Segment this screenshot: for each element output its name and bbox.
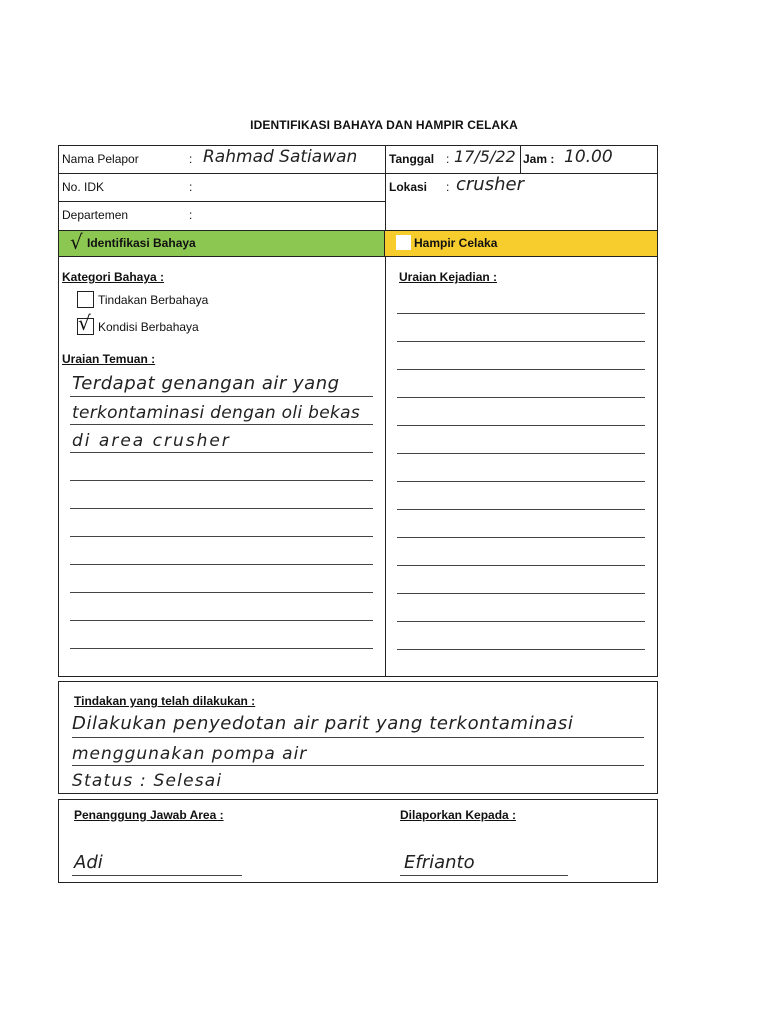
- tindakan-text-line[interactable]: Status : Selesai: [72, 771, 223, 791]
- tindakan-line: [72, 765, 644, 766]
- kejadian-line: [397, 453, 645, 454]
- departemen-label: Departemen: [62, 208, 129, 222]
- hampir-checkbox[interactable]: [396, 235, 411, 250]
- temuan-line: [70, 452, 373, 453]
- no-idk-colon: :: [189, 180, 193, 194]
- temuan-line: [70, 648, 373, 649]
- jam-divider: [520, 145, 521, 173]
- temuan-line: [70, 396, 373, 397]
- jam-label: Jam :: [523, 152, 555, 166]
- tindakan-text-line[interactable]: Dilakukan penyedotan air parit yang terkontaminasi: [72, 713, 574, 734]
- form-title: IDENTIFIKASI BAHAYA DAN HAMPIR CELAKA: [250, 118, 518, 132]
- dilaporkan-kepada-label: Dilaporkan Kepada :: [400, 808, 517, 822]
- tanggal-value[interactable]: 17/5/22: [454, 147, 516, 166]
- kejadian-line: [397, 649, 645, 650]
- nama-pelapor-label: Nama Pelapor: [62, 152, 139, 166]
- lokasi-value[interactable]: crusher: [456, 174, 524, 195]
- kejadian-line: [397, 537, 645, 538]
- lokasi-colon: :: [446, 180, 450, 194]
- kejadian-line: [397, 509, 645, 510]
- penanggung-signature-line: [72, 875, 242, 876]
- penanggung-signature[interactable]: Adi: [74, 852, 103, 873]
- kejadian-line: [397, 593, 645, 594]
- body-divider: [385, 256, 386, 677]
- uraian-temuan-label: Uraian Temuan :: [62, 352, 156, 366]
- temuan-line: [70, 536, 373, 537]
- temuan-text-line[interactable]: terkontaminasi dengan oli bekas: [72, 403, 361, 423]
- identifikasi-check-icon[interactable]: √: [70, 230, 83, 254]
- jam-value[interactable]: 10.00: [564, 147, 613, 167]
- tindakan-label: Tindakan yang telah dilakukan :: [74, 694, 256, 708]
- temuan-text-line[interactable]: Terdapat genangan air yang: [72, 373, 340, 394]
- temuan-line: [70, 508, 373, 509]
- header-row-line-2-left: [58, 201, 385, 202]
- tindakan-text-line[interactable]: menggunakan pompa air: [72, 744, 308, 764]
- dilaporkan-signature[interactable]: Efrianto: [404, 852, 475, 873]
- temuan-line: [70, 592, 373, 593]
- temuan-line: [70, 564, 373, 565]
- temuan-line: [70, 480, 373, 481]
- kejadian-line: [397, 397, 645, 398]
- tindakan-line: [72, 737, 644, 738]
- kategori-bahaya-label: Kategori Bahaya :: [62, 270, 165, 284]
- identifikasi-label: Identifikasi Bahaya: [87, 236, 196, 250]
- kejadian-line: [397, 341, 645, 342]
- kejadian-line: [397, 621, 645, 622]
- lokasi-label: Lokasi: [389, 180, 428, 194]
- kejadian-line: [397, 565, 645, 566]
- kejadian-line: [397, 369, 645, 370]
- tanggal-label: Tanggal: [389, 152, 435, 166]
- temuan-line: [70, 620, 373, 621]
- no-idk-label: No. IDK: [62, 180, 105, 194]
- penanggung-jawab-label: Penanggung Jawab Area :: [74, 808, 224, 822]
- header-divider: [385, 145, 386, 231]
- hampir-label: Hampir Celaka: [414, 236, 498, 250]
- kejadian-line: [397, 481, 645, 482]
- kejadian-line: [397, 313, 645, 314]
- tanggal-colon: :: [446, 152, 450, 166]
- uraian-kejadian-label: Uraian Kejadian :: [399, 270, 498, 284]
- temuan-line: [70, 424, 373, 425]
- header-row-line-1: [58, 173, 658, 174]
- kejadian-line: [397, 425, 645, 426]
- tindakan-berbahaya-label: Tindakan Berbahaya: [98, 293, 209, 307]
- departemen-colon: :: [189, 208, 193, 222]
- temuan-text-line[interactable]: di area crusher: [72, 431, 231, 451]
- kondisi-berbahaya-label: Kondisi Berbahaya: [98, 320, 199, 334]
- dilaporkan-signature-line: [400, 875, 568, 876]
- nama-pelapor-value[interactable]: Rahmad Satiawan: [203, 147, 358, 167]
- kondisi-check-icon: √: [78, 311, 91, 335]
- tindakan-berbahaya-checkbox[interactable]: [77, 291, 94, 308]
- nama-pelapor-colon: :: [189, 152, 193, 166]
